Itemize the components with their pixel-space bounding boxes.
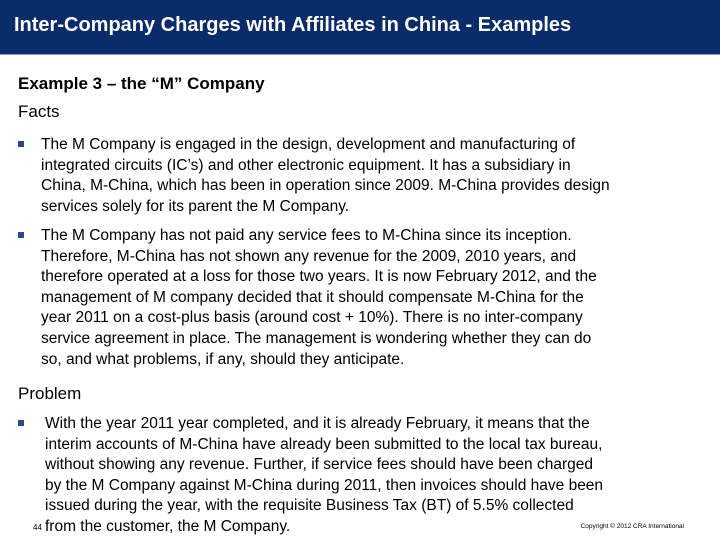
bullet-line: With the year 2011 year completed, and it is already February, it means that the: [45, 415, 590, 432]
bullet-line: from the customer, the M Company.: [45, 517, 291, 535]
problem-bullet: [18, 414, 708, 538]
problem-heading: Problem: [18, 384, 82, 403]
bullet-square-icon: [18, 232, 24, 238]
facts-bullet-1: [18, 135, 708, 217]
bullet-line: integrated circuits (IC’s) and other electronic equipment. It has a subsidiary in: [41, 156, 571, 174]
copyright-notice: Copyright © 2012 CRA International: [580, 523, 684, 530]
bullet-text: [41, 226, 708, 370]
bullet-line: The M Company is engaged in the design, development and manufacturing of: [41, 136, 576, 153]
bullet-text: [45, 414, 708, 538]
bullet-line: service agreement in place. The management is wondering whether they can do: [41, 329, 592, 347]
bullet-line: management of M company decided that it should compensate M-China for the: [41, 288, 584, 306]
title-divider: [0, 54, 720, 59]
page-number: 44: [33, 523, 42, 532]
bullet-line: by the M Company against M-China during 2011, then invoices should have been: [45, 476, 604, 494]
bullet-line: therefore operated at a loss for those two years. It is now February 2012, and the: [41, 268, 597, 286]
bullet-square-icon: [18, 420, 24, 426]
bullet-line: year 2011 on a cost-plus basis (around cost + 10%). There is no inter-company: [41, 309, 583, 327]
bullet-line: China, M-China, which has been in operation since 2009. M-China provides design: [41, 177, 610, 195]
bullet-line: Therefore, M-China has not shown any revenue for the 2009, 2010 years, and: [41, 247, 577, 265]
bullet-line: issued during the year, with the requisite Business Tax (BT) of 5.5% collected: [45, 497, 574, 515]
bullet-line: so, and what problems, if any, should they anticipate.: [41, 350, 405, 368]
facts-heading: Facts: [18, 102, 60, 121]
example-heading: Example 3 – the “M” Company: [18, 74, 265, 93]
bullet-square-icon: [18, 141, 24, 147]
bullet-line: The M Company has not paid any service fees to M-China since its inception.: [41, 227, 572, 244]
bullet-line: interim accounts of M-China have already been submitted to the local tax bureau,: [45, 435, 603, 453]
bullet-text: [41, 135, 708, 217]
title-bar: [0, 0, 720, 54]
bullet-line: without showing any revenue. Further, if service fees should have been charged: [45, 456, 593, 474]
slide-title: Inter-Company Charges with Affiliates in China - Examples: [14, 14, 572, 36]
bullet-line: services solely for its parent the M Company.: [41, 197, 350, 215]
facts-bullet-2: [18, 226, 708, 370]
